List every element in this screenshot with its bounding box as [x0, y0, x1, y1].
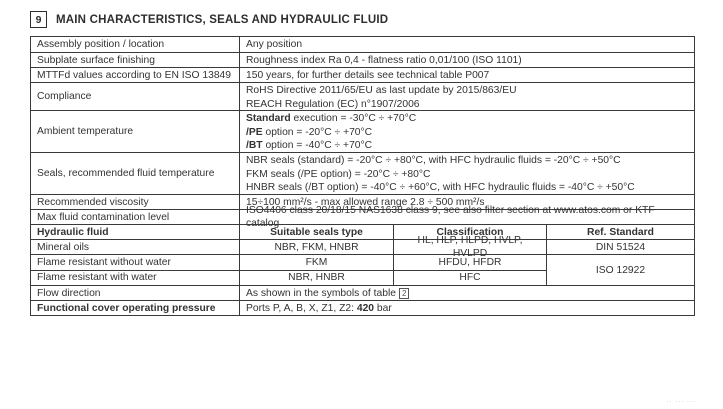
- row-value: [239, 83, 694, 110]
- section-header: [30, 11, 388, 28]
- seals-line-fkm: FKM seals (/PE option) = -20°C ÷ +80°C: [246, 168, 431, 180]
- bold-term: /BT: [246, 140, 263, 152]
- fluid-header-col4: Ref. Standard: [546, 225, 694, 239]
- row-label: Functional cover operating pressure: [37, 302, 216, 314]
- flow-value-text: As shown in the symbols of table: [246, 287, 396, 299]
- rows-flame-resistant: [31, 254, 694, 285]
- compliance-line-2: REACH Regulation (EC) n°1907/2006: [246, 98, 420, 110]
- row-value: Any position: [239, 37, 694, 52]
- fluid-classification: HFDU, HFDR: [393, 255, 546, 270]
- row-label: Compliance: [37, 91, 92, 102]
- row-subplate-finishing: [31, 52, 694, 67]
- fluid-header-col1: Hydraulic fluid: [37, 226, 109, 238]
- row-mineral-oils: [31, 235, 694, 259]
- row-value: 150 years, for further details see technical table P007: [239, 68, 694, 82]
- fluid-seals: NBR, FKM, HNBR: [239, 240, 393, 254]
- row-seals-fluid-temperature: [31, 152, 694, 194]
- row-value: Roughness index Ra 0,4 - flatness ratio 0,01/100 (ISO 1101): [239, 53, 694, 67]
- fluid-ref-standard-span: ISO 12922: [546, 255, 694, 285]
- characteristics-table: [30, 36, 695, 316]
- row-value: ISO4406 class 20/18/15 NAS1638 class 9, see also filter section at www.atos.com or KTF catalog: [239, 210, 694, 224]
- fluid-label: Mineral oils: [37, 241, 90, 253]
- cover-value-pressure: 420: [356, 302, 375, 314]
- ambient-line-bt: [246, 139, 688, 153]
- row-flow-direction: [31, 285, 694, 300]
- fluid-label: Flame resistant without water: [37, 256, 171, 268]
- fluid-classification: HFC: [393, 271, 546, 286]
- fluid-seals: NBR, HNBR: [239, 271, 393, 286]
- line-text: execution = -30°C ÷ +70°C: [290, 113, 417, 124]
- row-value: [239, 301, 694, 315]
- row-value: [239, 153, 694, 194]
- row-label: Recommended viscosity: [37, 196, 149, 208]
- row-label: Ambient temperature: [37, 126, 134, 137]
- bold-term: /PE: [246, 126, 263, 138]
- compliance-line-1: RoHS Directive 2011/65/EU as last update by 2015/863/EU: [246, 85, 517, 96]
- section-number-box: 9: [30, 11, 47, 28]
- row-ambient-temperature: [31, 110, 694, 152]
- row-value: [239, 111, 694, 152]
- seals-line-hnbr: HNBR seals (/BT option) = -40°C ÷ +60°C, with HFC hydraulic fluids = -40°C ÷ +50°C: [246, 182, 635, 194]
- row-flame-with-water: [31, 270, 546, 286]
- row-assembly-position: [31, 37, 694, 52]
- fluid-header-col3: Classification: [393, 225, 546, 239]
- cover-value-prefix: Ports P, A, B, X, Z1, Z2:: [246, 302, 357, 314]
- row-compliance: [31, 82, 694, 110]
- row-label: MTTFd values according to EN ISO 13849: [37, 69, 232, 81]
- row-flame-without-water: [31, 255, 546, 270]
- row-label: Assembly position / location: [37, 39, 165, 50]
- cover-value-suffix: bar: [374, 302, 392, 314]
- fluid-header-row: [31, 224, 694, 239]
- row-functional-cover-pressure: [31, 300, 694, 315]
- page-title: MAIN CHARACTERISTICS, SEALS AND HYDRAULIC FLUID: [56, 13, 389, 26]
- table-2-reference-box: 2: [399, 288, 409, 299]
- row-mttfd: [31, 67, 694, 82]
- row-max-contamination: [31, 205, 694, 229]
- row-value: 15÷100 mm²/s - max allowed range 2.8 ÷ 500 mm²/s: [239, 195, 694, 209]
- flame-left-block: [31, 255, 546, 285]
- fluid-ref-standard: DIN 51524: [546, 240, 694, 254]
- seals-line-nbr: NBR seals (standard) = -20°C ÷ +80°C, with HFC hydraulic fluids = -20°C ÷ +50°C: [246, 155, 621, 166]
- fluid-seals: FKM: [239, 255, 393, 270]
- line-text: option = -40°C ÷ +70°C: [262, 140, 373, 152]
- row-label: Subplate surface finishing: [37, 54, 155, 66]
- row-label: Seals, recommended fluid temperature: [37, 168, 215, 179]
- row-value: [239, 286, 694, 300]
- fluid-classification: HL, HLP, HLPD, HVLP, HVLPD: [393, 240, 546, 254]
- row-label: Flow direction: [37, 287, 101, 299]
- line-text: option = -20°C ÷ +70°C: [262, 126, 373, 138]
- fluid-label: Flame resistant with water: [37, 272, 157, 284]
- fluid-header-col2: Suitable seals type: [239, 225, 393, 239]
- bold-term: Standard: [246, 113, 291, 124]
- row-label: Max fluid contamination level: [37, 211, 170, 223]
- ambient-line-standard: [246, 112, 688, 126]
- ambient-line-pe: [246, 126, 688, 140]
- footer-mark: ·· ··· ···: [666, 399, 696, 405]
